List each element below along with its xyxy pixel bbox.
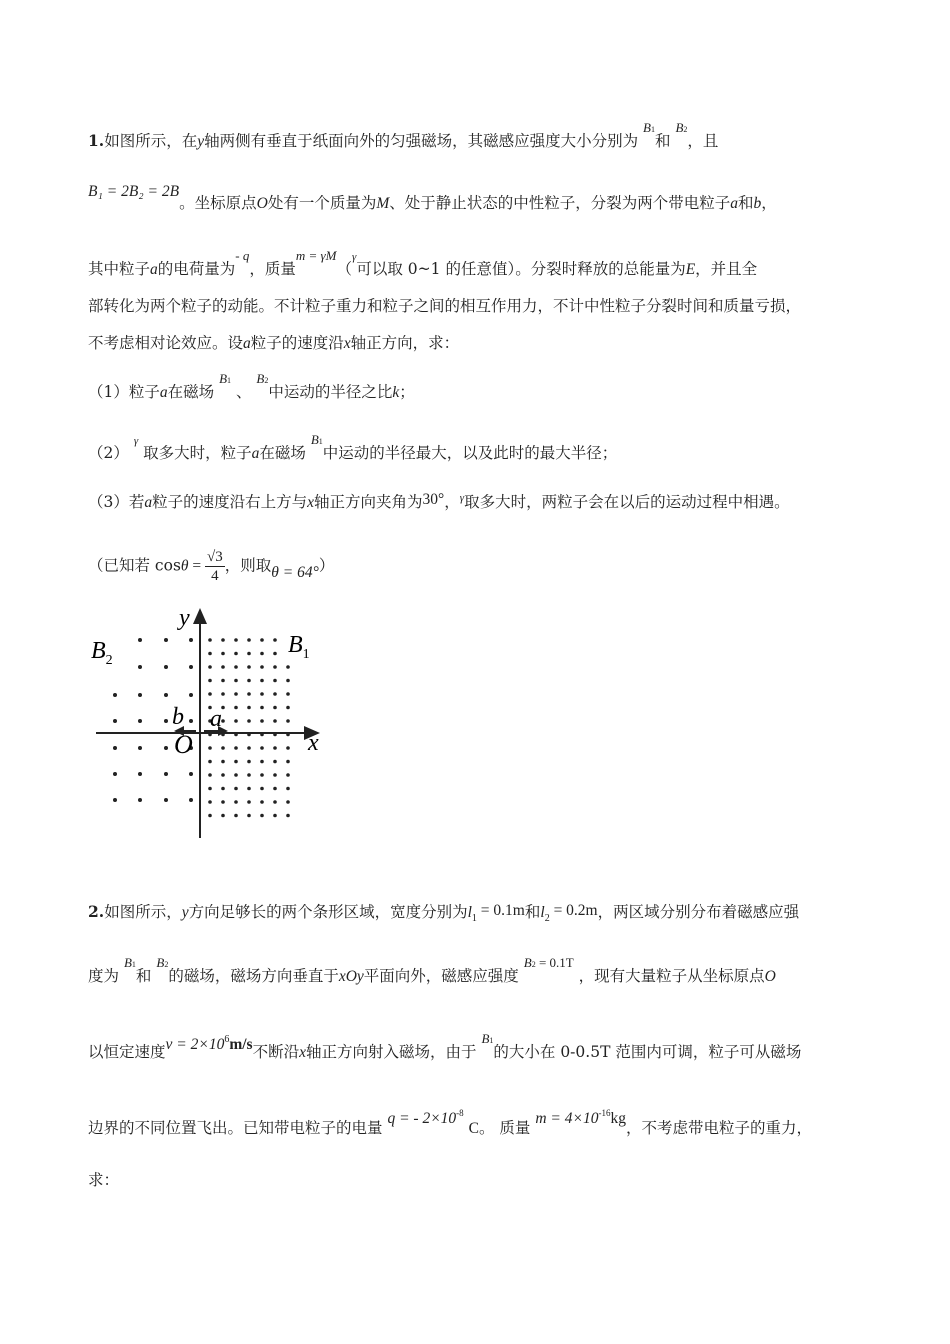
field-dot — [286, 787, 290, 791]
field-dot — [234, 692, 238, 696]
field-dot — [234, 800, 238, 804]
magnetic-field-figure — [88, 600, 338, 845]
field-dot — [164, 719, 168, 723]
field-dot — [260, 706, 264, 710]
field-dot — [260, 787, 264, 791]
field-dot — [221, 652, 225, 656]
field-dot — [247, 665, 251, 669]
field-dot — [234, 773, 238, 777]
field-dot — [234, 746, 238, 750]
field-dot — [113, 798, 117, 802]
q1-part-2: （2） $^\gamma$ 取多大时，粒子a在磁场 $^{B1}$中运动的半径最大，以及此时的最大半径； — [88, 432, 618, 462]
field-dot — [234, 652, 238, 656]
q1-hint: （已知若 cosθ = $\frac{√3}{4}$ ，则取θ = 64°） — [88, 549, 335, 584]
field-dot — [273, 679, 277, 683]
field-dot — [247, 814, 251, 818]
q1-line-3: 其中粒子a的电荷量为$^{- q}$，质量$^{m = \gamma M}$（$^\gamma$可以取 0~1 的任意值）。分裂时释放的总能量为E，并且全 — [88, 248, 758, 278]
field-dot — [247, 787, 251, 791]
field-dot — [208, 652, 212, 656]
field-dot — [221, 746, 225, 750]
field-dot — [286, 746, 290, 750]
field-dot — [286, 760, 290, 764]
field-dot — [247, 652, 251, 656]
field-dot — [273, 800, 277, 804]
field-dot — [234, 706, 238, 710]
field-dot — [208, 787, 212, 791]
field-dot — [189, 638, 193, 642]
field-dot — [260, 665, 264, 669]
y-axis-label: y — [179, 605, 190, 631]
field-dot — [247, 692, 251, 696]
field-dot — [164, 772, 168, 776]
field-dot — [221, 679, 225, 683]
field-dot — [221, 787, 225, 791]
field-dot — [208, 773, 212, 777]
field-dot — [260, 814, 264, 818]
q2-line-3: 以恒定速度$v = 2\times 10^6m/s$不断沿x轴正方向射入磁场，由于 $^{B1}$的大小在 0-0.5T 范围内可调，粒子可从磁场 — [88, 1031, 802, 1061]
particle-a-label: a — [210, 706, 222, 732]
field-dot — [164, 798, 168, 802]
field-dot — [234, 814, 238, 818]
y-axis-arrow — [193, 608, 207, 624]
field-dot — [208, 665, 212, 669]
field-dot — [247, 706, 251, 710]
field-dot — [260, 773, 264, 777]
q1-line-5: 不考虑相对论效应。设a粒子的速度沿x轴正方向，求： — [88, 334, 460, 352]
x-axis-label: x — [308, 730, 319, 756]
field-dot — [273, 719, 277, 723]
field-dot — [286, 706, 290, 710]
field-dot — [260, 638, 264, 642]
field-dot — [138, 719, 142, 723]
q2-line-4: 边界的不同位置飞出。已知带电粒子的电量 q = - $2\times 10^{-8}$ C。 质量 $m = 4\times 10^{-16}kg$，不考虑带电粒子的重力， — [88, 1108, 812, 1137]
field-dot — [138, 798, 142, 802]
field-dot — [260, 719, 264, 723]
field-dot — [221, 638, 225, 642]
field-dot — [286, 719, 290, 723]
field-dot — [286, 800, 290, 804]
field-dot — [286, 814, 290, 818]
field-dot — [208, 760, 212, 764]
q1-line-2: B₁ = 2B₂ = 2B。坐标原点O处有一个质量为M、处于静止状态的中性粒子，分裂为两个带电粒子a和b， — [88, 183, 777, 212]
field-dot — [221, 760, 225, 764]
field-dot — [273, 665, 277, 669]
field-dot — [221, 814, 225, 818]
field-dot — [260, 652, 264, 656]
field-dot — [113, 772, 117, 776]
field-dot — [273, 746, 277, 750]
field-dot — [221, 800, 225, 804]
field-dot — [273, 814, 277, 818]
field-dot — [234, 638, 238, 642]
fraction-sqrt3-over-4: $\frac{√3}{4}$ — [207, 549, 223, 584]
field-dot — [189, 665, 193, 669]
field-dot — [234, 760, 238, 764]
field-dot — [138, 693, 142, 697]
field-dot — [286, 773, 290, 777]
field-dot — [286, 692, 290, 696]
field-dot — [286, 679, 290, 683]
field-dot — [113, 746, 117, 750]
field-dot — [273, 787, 277, 791]
field-dot — [164, 638, 168, 642]
field-dot — [247, 760, 251, 764]
field-dot — [221, 692, 225, 696]
b2-label: $B_2$ — [91, 638, 113, 668]
field-dot — [273, 760, 277, 764]
field-dot — [273, 692, 277, 696]
field-dot — [208, 692, 212, 696]
field-dot — [189, 719, 193, 723]
q1-part-3: （3）若a粒子的速度沿右上方与x轴正方向夹角为30°，$^\gamma$取多大时，两粒子会在以后的运动过程中相遇。 — [88, 491, 790, 511]
field-dot — [247, 800, 251, 804]
b1-label: $B_1$ — [288, 632, 310, 662]
field-dot — [221, 665, 225, 669]
field-dot — [189, 693, 193, 697]
q1-line-1: 1.如图所示，在y轴两侧有垂直于纸面向外的匀强磁场，其磁感应强度大小分别为 $^{B1}$和 $^{B2}$，且 — [88, 120, 719, 150]
field-dot — [208, 638, 212, 642]
field-dot — [234, 665, 238, 669]
field-dot — [189, 772, 193, 776]
field-dot — [247, 773, 251, 777]
field-dot — [273, 706, 277, 710]
field-dot — [208, 746, 212, 750]
origin-label: O — [174, 730, 193, 759]
field-dot — [234, 719, 238, 723]
q2-line-5: 求： — [88, 1171, 120, 1189]
field-dot — [113, 693, 117, 697]
field-dot — [273, 652, 277, 656]
q2-line-2: 度为 $^{B1}$和 $^{B2}$的磁场，磁场方向垂直于xOy平面向外，磁感应强度 $^{B2 = 0.1T}$ ，现有大量粒子从坐标原点O — [88, 955, 776, 985]
field-dot — [208, 800, 212, 804]
field-dot — [273, 773, 277, 777]
field-dot — [164, 665, 168, 669]
field-dot — [247, 746, 251, 750]
field-dot — [208, 679, 212, 683]
field-dot — [164, 746, 168, 750]
field-dot — [113, 719, 117, 723]
field-dot — [247, 679, 251, 683]
field-dot — [273, 638, 277, 642]
field-dot — [260, 692, 264, 696]
field-dot — [260, 679, 264, 683]
field-dot — [260, 746, 264, 750]
equation-b1-2b2-2b: B₁ = 2B₂ = 2B — [88, 183, 180, 200]
q1-part-1: （1）粒子a在磁场 $^{B1}$ 、 $^{B2}$中运动的半径之比k； — [88, 371, 415, 401]
field-dot — [247, 638, 251, 642]
field-dot — [138, 772, 142, 776]
field-dot — [247, 719, 251, 723]
field-dot — [189, 798, 193, 802]
field-dot — [208, 814, 212, 818]
field-dot — [234, 787, 238, 791]
field-dot — [260, 800, 264, 804]
particle-b-label: b — [172, 704, 184, 730]
q1-line-4: 部转化为两个粒子的动能。不计粒子重力和粒子之间的相互作用力，不计中性粒子分裂时间和质量亏损， — [88, 297, 802, 315]
field-dot — [138, 638, 142, 642]
field-dot — [138, 665, 142, 669]
field-dot — [260, 760, 264, 764]
field-dot — [286, 665, 290, 669]
field-dot — [164, 693, 168, 697]
field-dot — [221, 773, 225, 777]
q2-line-1: 2.如图所示，y方向足够长的两个条形区域，宽度分别为$l_1 = 0.1m$和$l_2 = 0.2m$，两区域分别分布着磁感应强 — [88, 902, 800, 924]
field-dot — [234, 679, 238, 683]
field-dot — [138, 746, 142, 750]
